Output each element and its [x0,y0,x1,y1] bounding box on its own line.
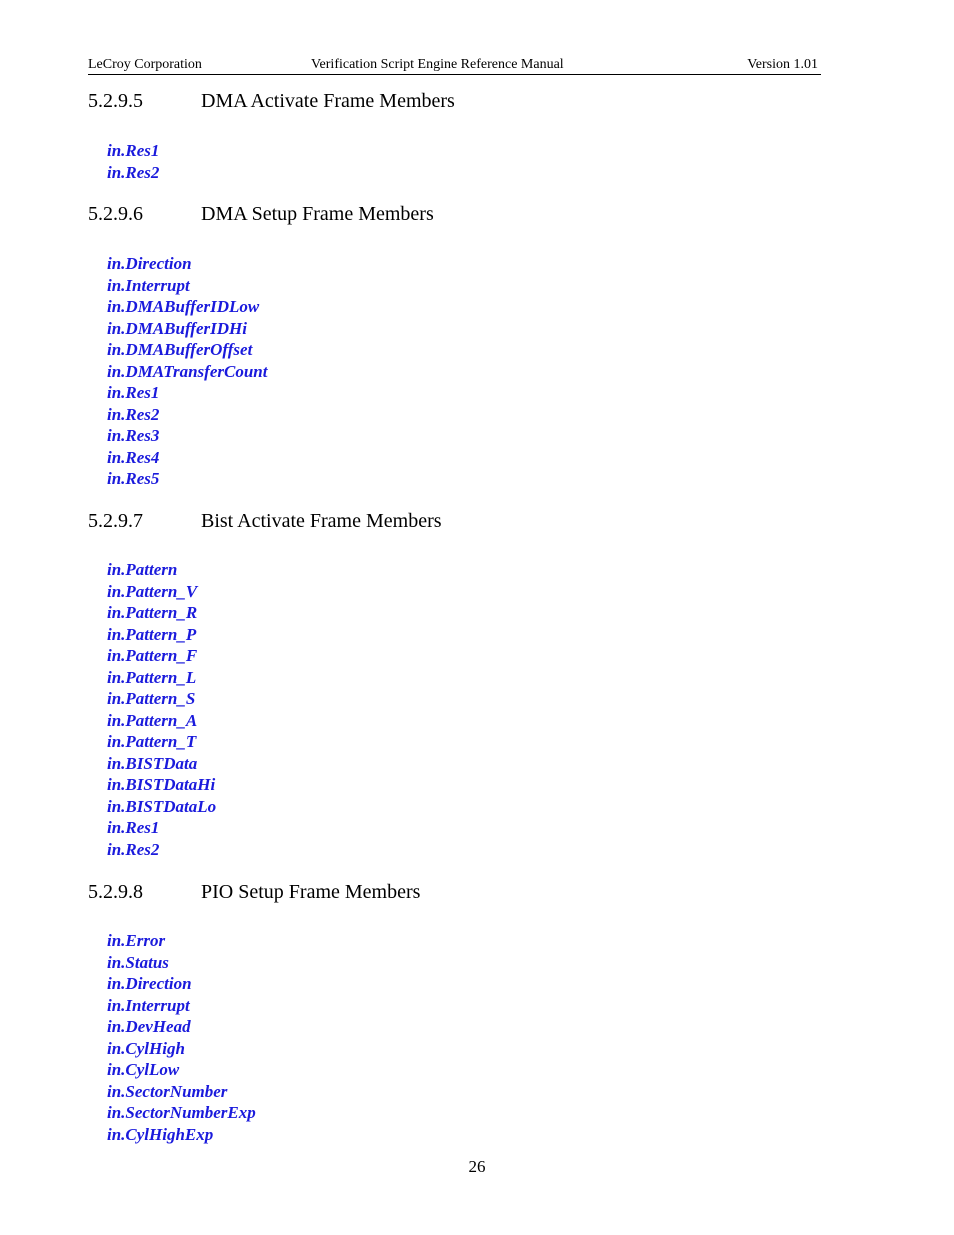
member-item: in.Res2 [107,839,160,859]
member-item: in.Pattern [107,560,178,579]
member-item: in.Direction [107,254,192,273]
member-item: in.Pattern_L [107,667,197,687]
member-item: in.BISTDataLo [107,796,217,816]
section-number: 5.2.9.8 [88,881,143,903]
member-list-pio-setup [107,930,256,1145]
section-number: 5.2.9.5 [88,90,143,112]
section-number: 5.2.9.7 [88,510,143,532]
member-item: in.Res3 [107,426,160,445]
section-title: DMA Setup Frame Members [201,203,434,225]
member-item: in.Status [107,952,169,972]
section-heading-dma-setup [88,202,434,226]
section-number: 5.2.9.6 [88,203,143,225]
member-item: in.Direction [107,974,192,993]
section-title: DMA Activate Frame Members [201,90,455,112]
member-item: in.Interrupt [107,995,190,1015]
section-title: Bist Activate Frame Members [201,510,442,532]
section-heading-bist-activate [88,509,442,533]
header-version: Version 1.01 [747,57,818,72]
member-item: in.Interrupt [107,275,190,295]
member-item: in.Res2 [107,162,160,182]
member-item: in.DMATransferCount [107,361,268,381]
member-item: in.DMABufferIDLow [107,297,260,316]
section-heading-dma-activate [88,89,455,113]
header-title: Verification Script Engine Reference Manual [311,57,564,72]
member-item: in.Res2 [107,404,160,424]
member-item: in.Pattern_S [107,689,196,708]
page-number: 26 [468,1157,486,1176]
member-item: in.CylHighExp [107,1124,214,1144]
header-company: LeCroy Corporation [88,57,202,72]
member-item: in.BISTData [107,753,198,773]
member-item: in.Pattern_P [107,624,197,644]
page-header [88,56,821,75]
member-item: in.Pattern_V [107,581,198,601]
section-heading-pio-setup [88,880,420,904]
member-item: in.Pattern_R [107,603,198,622]
member-item: in.CylLow [107,1060,180,1079]
member-item: in.DMABufferIDHi [107,318,247,338]
member-item: in.Res1 [107,818,160,837]
member-item: in.Pattern_T [107,732,197,751]
member-item: in.Res1 [107,141,160,160]
member-list-dma-activate [107,140,159,183]
member-item: in.DMABufferOffset [107,340,253,359]
member-item: in.Pattern_F [107,646,198,665]
member-item: in.CylHigh [107,1038,185,1058]
member-list-bist-activate [107,559,216,860]
member-item: in.Res1 [107,383,160,402]
member-item: in.SectorNumber [107,1081,228,1101]
member-item: in.Error [107,931,166,950]
member-item: in.SectorNumberExp [107,1103,256,1122]
section-title: PIO Setup Frame Members [201,881,421,903]
member-item: in.DevHead [107,1017,191,1036]
member-item: in.Pattern_A [107,710,198,730]
member-item: in.Res5 [107,469,160,488]
member-list-dma-setup [107,253,267,490]
member-item: in.Res4 [107,447,160,467]
member-item: in.BISTDataHi [107,775,216,794]
